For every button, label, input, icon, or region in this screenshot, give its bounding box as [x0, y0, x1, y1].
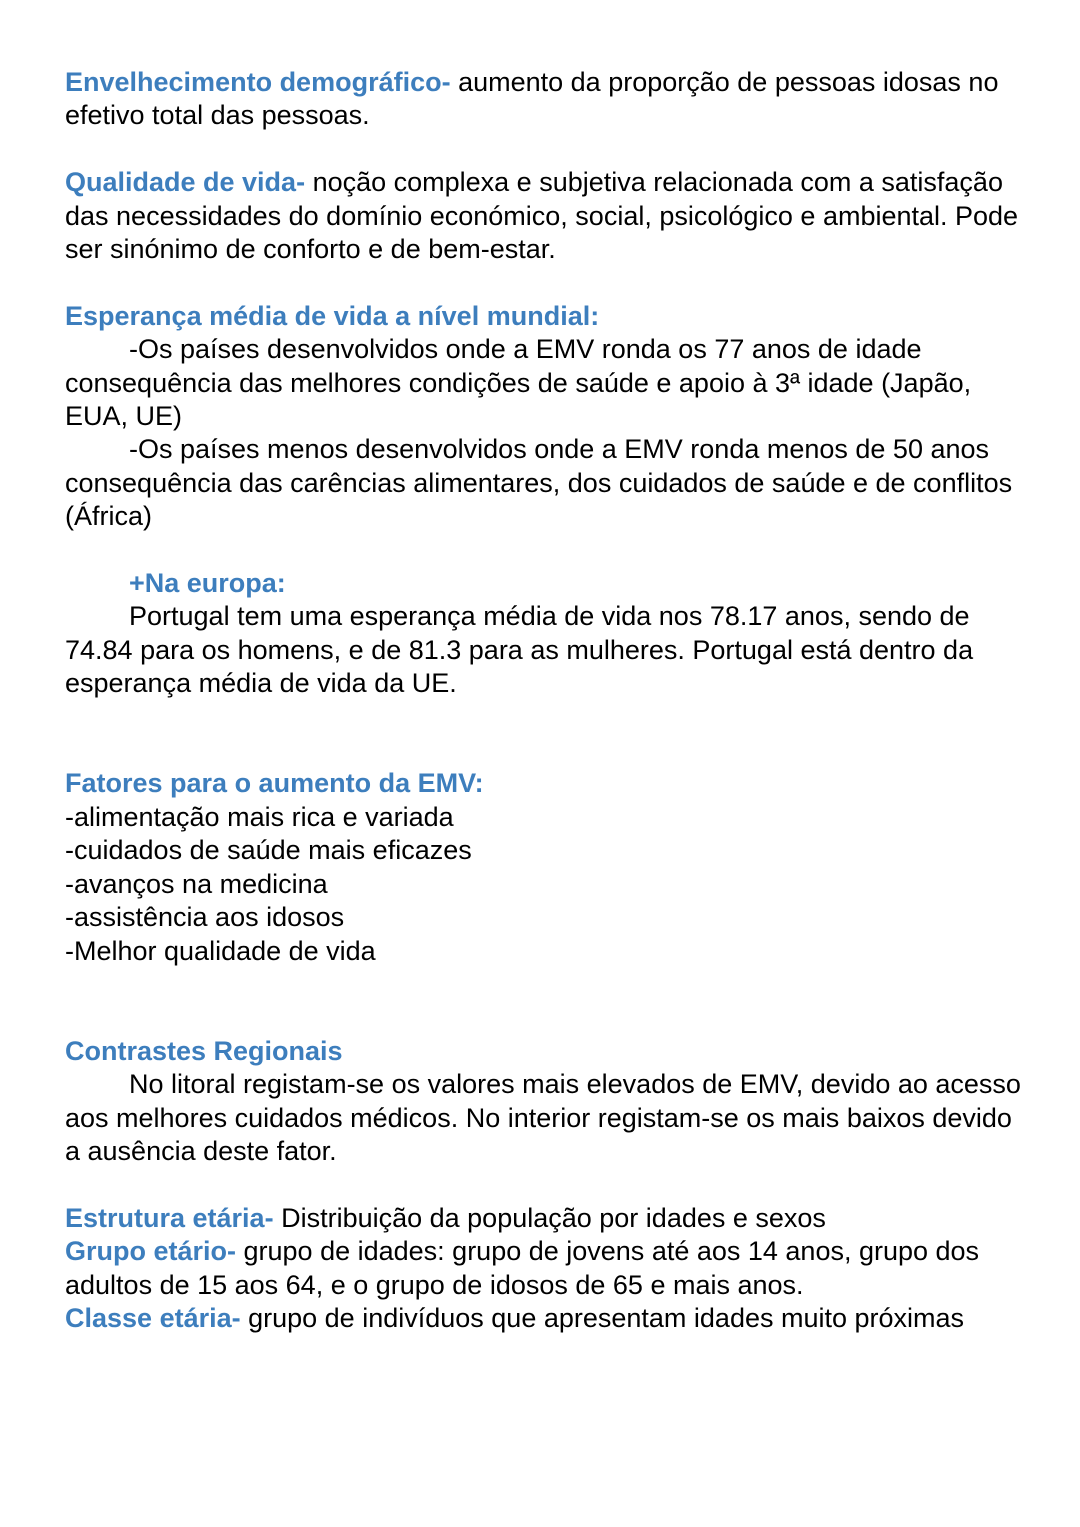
spacer [65, 266, 1025, 299]
spacer [65, 701, 1025, 768]
list-item: -alimentação mais rica e variada [65, 801, 454, 832]
term-qualidade: Qualidade de vida- [65, 167, 306, 198]
definition-text: Distribuição da população por idades e sexos [273, 1202, 826, 1233]
term-grupo: Grupo etário- [65, 1236, 237, 1267]
list-item: -Melhor qualidade de vida [65, 935, 376, 966]
spacer [65, 133, 1025, 166]
definition-qualidade [65, 166, 1025, 266]
document-page [65, 66, 1025, 1335]
fatores-list [65, 801, 1025, 968]
spacer [65, 1168, 1025, 1201]
definition-grupo [65, 1235, 1025, 1302]
definition-text: grupo de indivíduos que apresentam idades muito próximas [240, 1302, 965, 1333]
list-item: -assistência aos idosos [65, 902, 345, 933]
heading-esperanca-mundial: Esperança média de vida a nível mundial: [65, 300, 600, 331]
heading-fatores: Fatores para o aumento da EMV: [65, 768, 484, 799]
definition-estrutura [65, 1202, 1025, 1235]
spacer [65, 968, 1025, 1035]
heading-contrastes: Contrastes Regionais [65, 1035, 343, 1066]
term-classe: Classe etária- [65, 1302, 241, 1333]
paragraph-contrastes: No litoral registam-se os valores mais elevados de EMV, devido ao acesso aos melhores cuidados médicos. No interior registam-se os mais baixos devido a ausência deste fator. [65, 1069, 1021, 1166]
definition-text: aumento da proporção de pessoas idosas no efetivo total das pessoas. [65, 67, 999, 131]
definition-text: noção complexa e subjetiva relacionada com a satisfação das necessidades do domínio económico, social, psicológico e ambiental. Pode ser sinónimo de conforto e de bem-estar. [65, 167, 1019, 265]
paragraph-europa: Portugal tem uma esperança média de vida nos 78.17 anos, sendo de 74.84 para os homens, e de 81.3 para as mulheres. Portugal está dentro da esperança média de vida da UE. [65, 601, 974, 699]
heading-europa: +Na europa: [129, 568, 286, 599]
spacer [65, 534, 1025, 567]
definition-envelhecimento [65, 66, 1025, 133]
paragraph-desenvolvidos: -Os países desenvolvidos onde a EMV ronda os 77 anos de idade consequência das melhores condições de saúde e apoio à 3ª idade (Japão, EUA, UE) [65, 334, 972, 432]
paragraph-menos-desenvolvidos: -Os países menos desenvolvidos onde a EMV ronda menos de 50 anos consequência das carências alimentares, dos cuidados de saúde e de conflitos (África) [65, 434, 1013, 532]
term-envelhecimento: Envelhecimento demográfico- [65, 67, 451, 97]
list-item: -cuidados de saúde mais eficazes [65, 835, 472, 866]
definition-classe [65, 1302, 1025, 1335]
term-estrutura: Estrutura etária- [65, 1202, 274, 1233]
list-item: -avanços na medicina [65, 868, 328, 899]
definition-text: grupo de idades: grupo de jovens até aos 14 anos, grupo dos adultos de 15 aos 64, e o grupo de idosos de 65 e mais anos. [65, 1236, 980, 1300]
